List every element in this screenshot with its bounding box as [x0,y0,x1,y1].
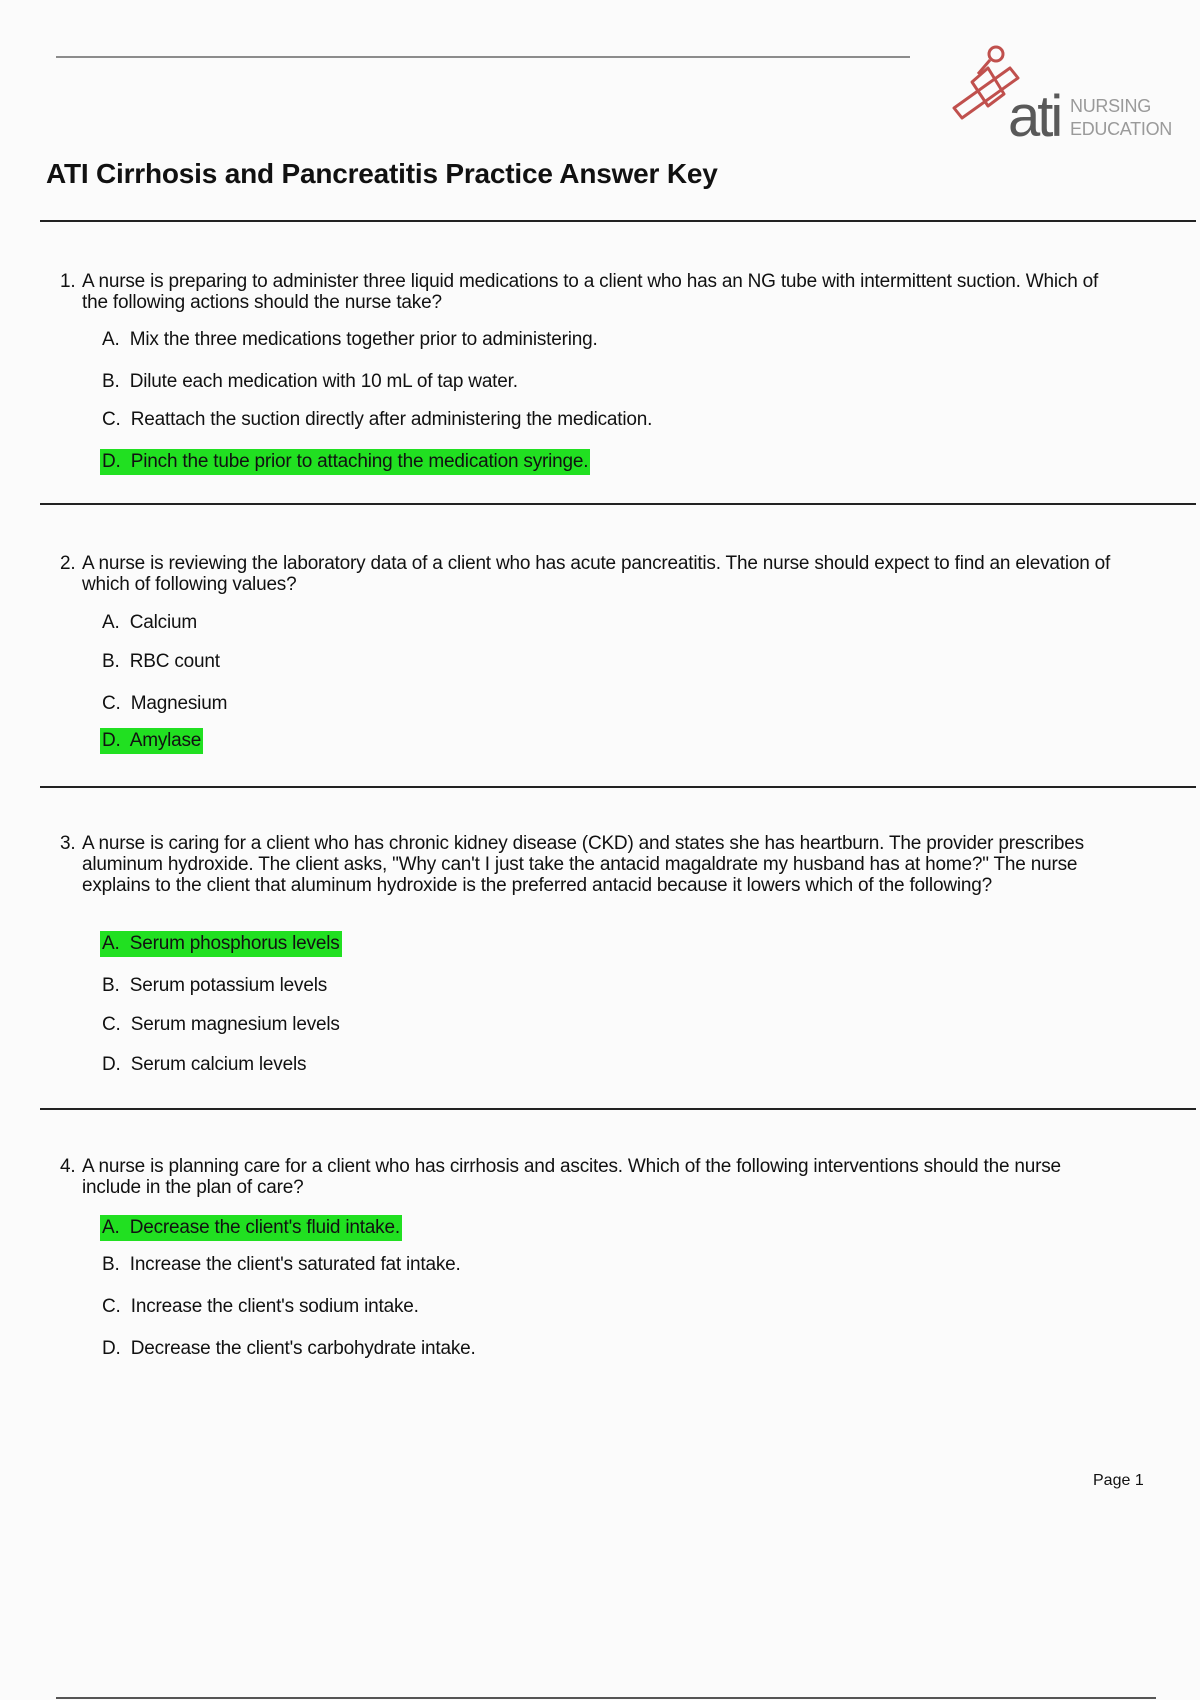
option-4d: D. Decrease the client's carbohydrate intake. [102,1338,476,1359]
option-4a-correct: A. Decrease the client's fluid intake. [100,1215,402,1241]
option-2a: A. Calcium [102,612,197,633]
question-4 [60,1156,1120,1198]
option-1b: B. Dilute each medication with 10 mL of tap water. [102,371,518,392]
option-4c: C. Increase the client's sodium intake. [102,1296,419,1317]
section-divider [40,1108,1196,1110]
question-number: 1. [60,271,76,292]
option-3b: B. Serum potassium levels [102,975,328,996]
question-number: 4. [60,1156,76,1177]
section-divider [40,786,1196,788]
logo-subtitle: NURSING EDUCATION [1070,96,1172,139]
header-rule [56,56,910,58]
page-title: ATI Cirrhosis and Pancreatitis Practice Answer Key [46,158,718,189]
question-1 [60,271,1120,313]
question-number: 3. [60,833,76,854]
section-divider [40,503,1196,505]
question-stem: A nurse is caring for a client who has chronic kidney disease (CKD) and states she has heartburn. The provider prescribes aluminum hydroxide. The client asks, "Why can't I just take the antacid magaldrate my husband has at home?" The nurse explains to the client that aluminum hydroxide is the preferred antacid because it lowers which of the following? [82,833,1084,896]
option-2b: B. RBC count [102,651,220,672]
question-stem: A nurse is preparing to administer three liquid medications to a client who has an NG tube with intermittent suction. Which of the following actions should the nurse take? [82,271,1099,313]
option-1c: C. Reattach the suction directly after administering the medication. [102,409,653,430]
option-2c: C. Magnesium [102,693,228,714]
page-number: Page 1 [1093,1472,1144,1489]
question-2 [60,553,1120,595]
ati-logo [948,40,1172,150]
option-1d-correct: D. Pinch the tube prior to attaching the medication syringe. [100,449,590,475]
logo-wordmark: ati [1008,84,1061,149]
question-stem: A nurse is reviewing the laboratory data of a client who has acute pancreatitis. The nurse should expect to find an elevation of which of following values? [82,553,1111,595]
question-stem: A nurse is planning care for a client who has cirrhosis and ascites. Which of the following interventions should the nurse include in the plan of care? [82,1156,1061,1198]
option-3c: C. Serum magnesium levels [102,1014,340,1035]
option-4b: B. Increase the client's saturated fat intake. [102,1254,461,1275]
question-number: 2. [60,553,76,574]
option-3d: D. Serum calcium levels [102,1054,307,1075]
section-divider [40,220,1196,222]
option-1a: A. Mix the three medications together prior to administering. [102,329,598,350]
question-3 [60,833,1120,896]
footer-rule [56,1697,1156,1699]
option-2d-correct: D. Amylase [100,728,203,754]
option-3a-correct: A. Serum phosphorus levels [100,931,342,957]
